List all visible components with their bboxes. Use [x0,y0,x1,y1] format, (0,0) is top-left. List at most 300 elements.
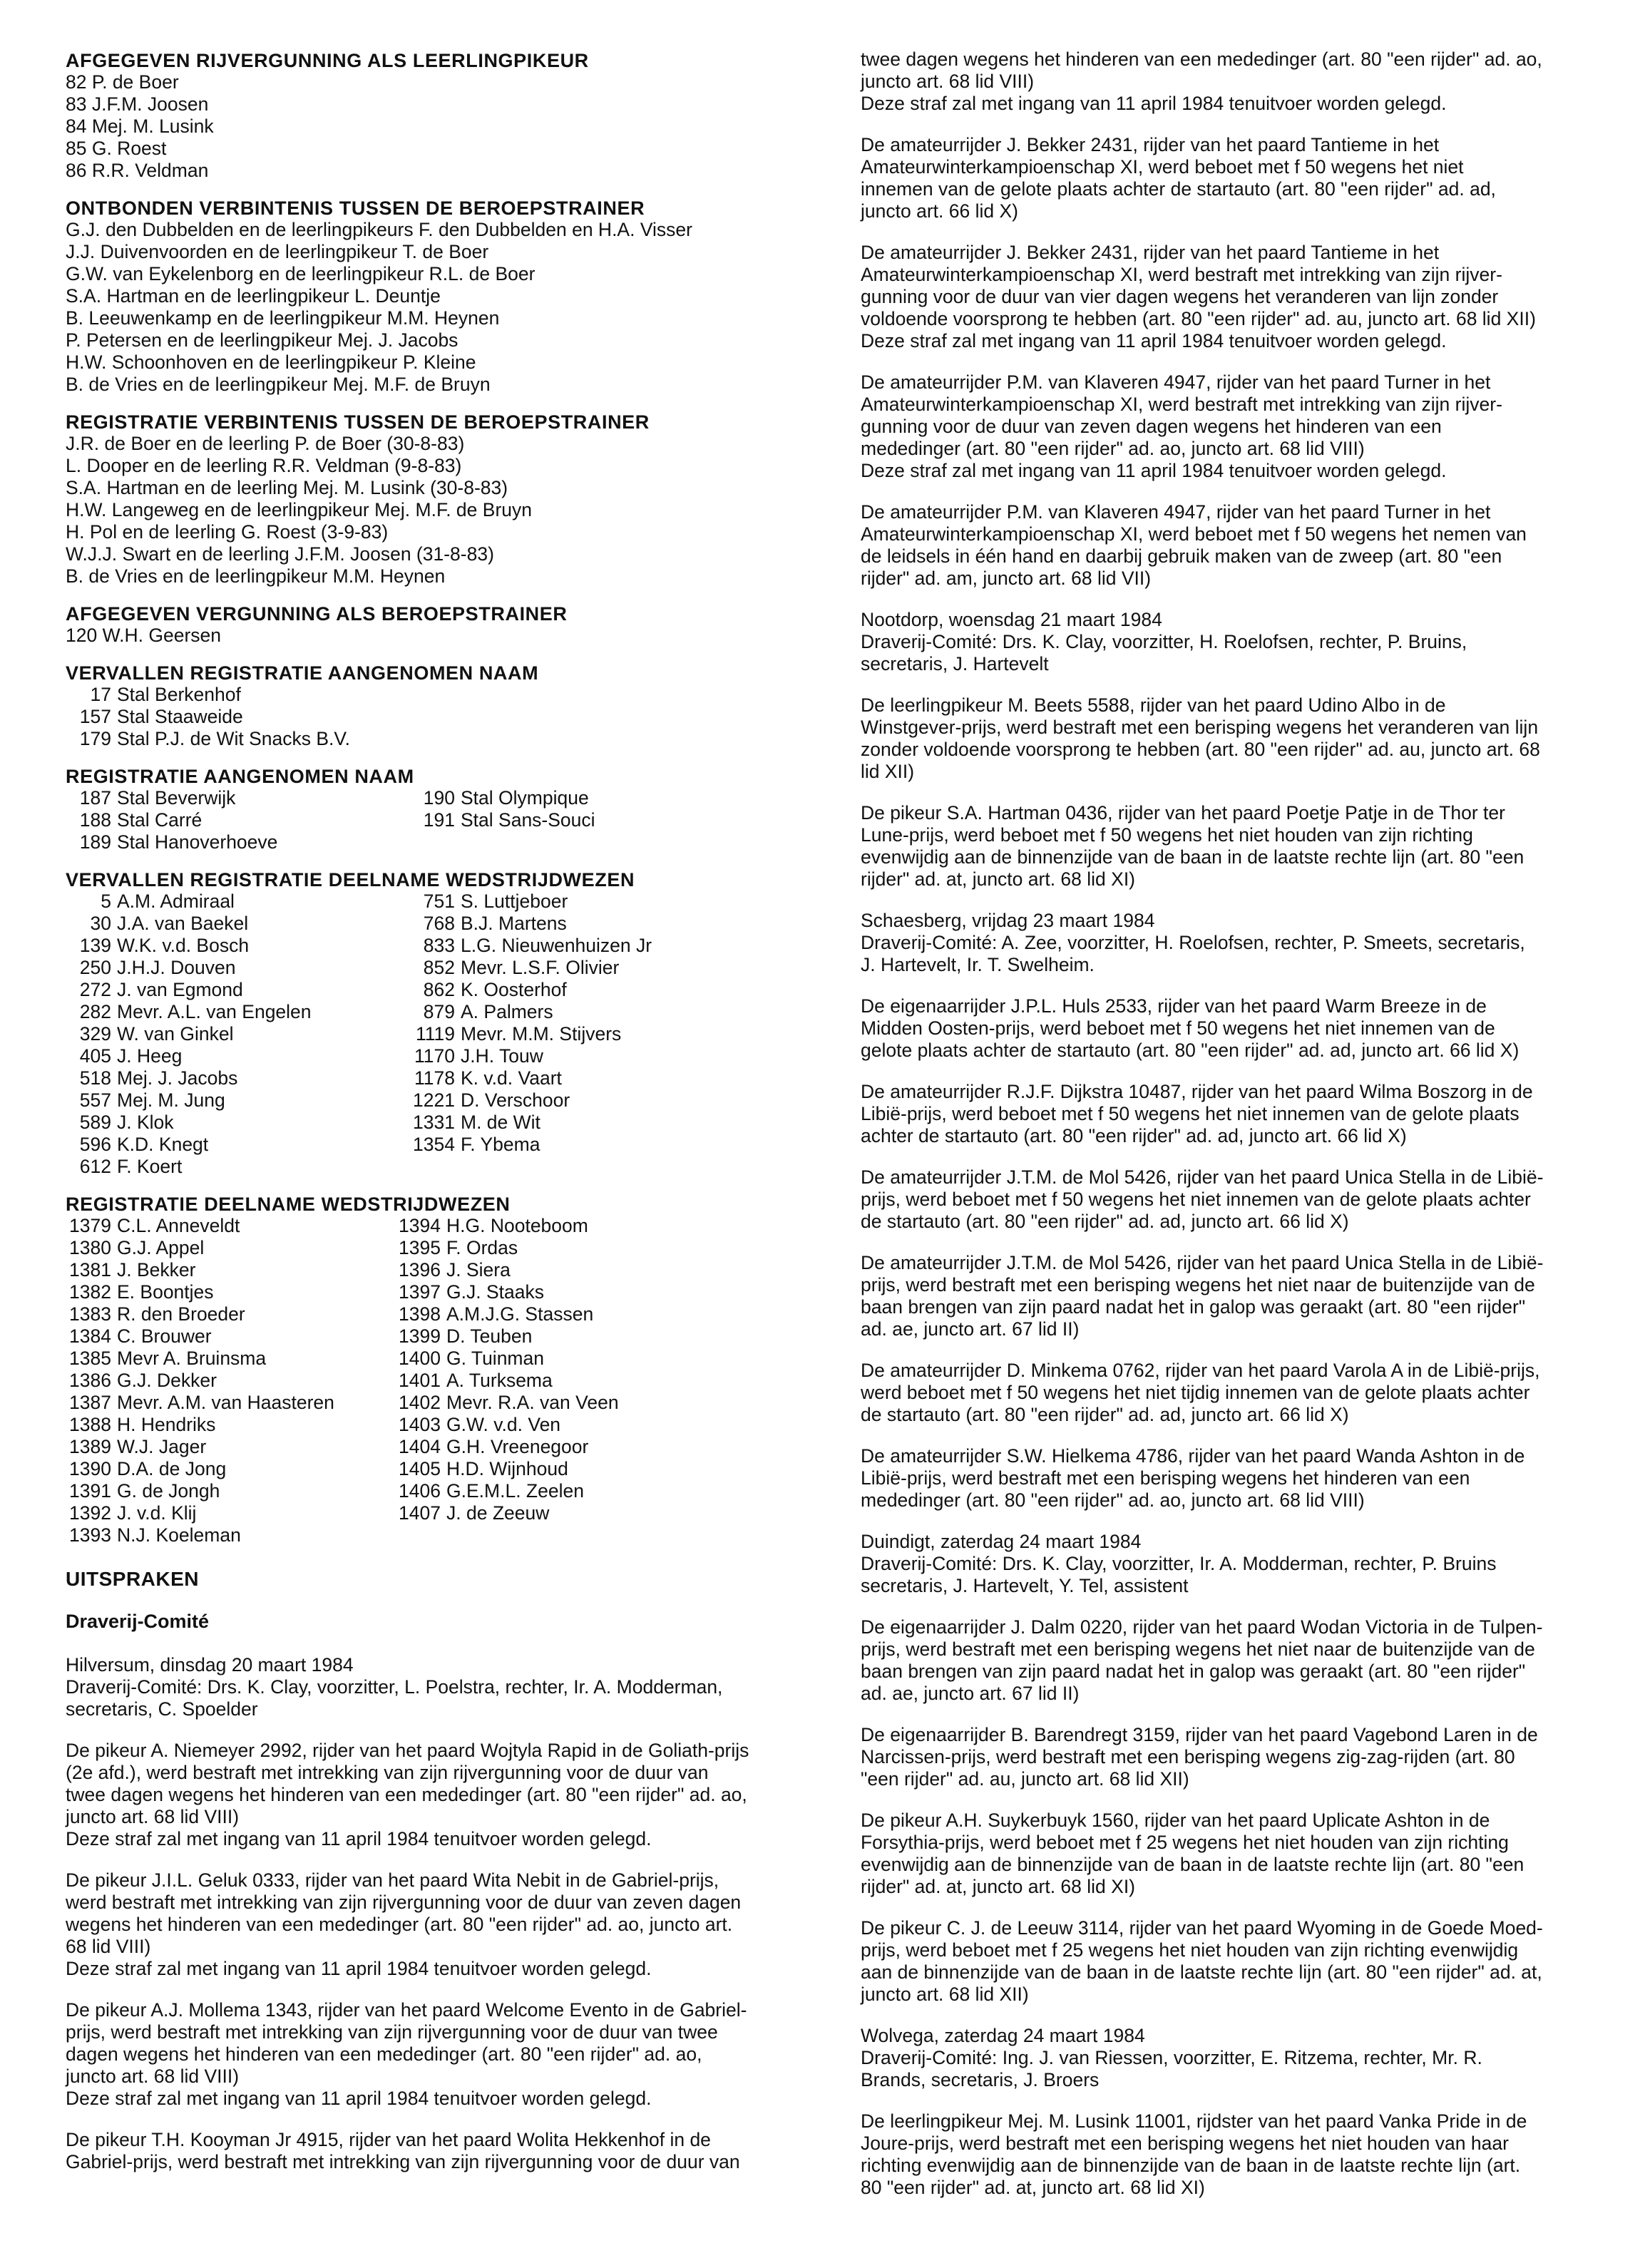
paragraph-line: mededinger (art. 80 "een rijder" ad. ao, juncto art. 68 lid VIII) [861,438,1365,459]
list-item [66,1001,401,1023]
list-item [386,1370,800,1392]
list-item [66,1045,401,1067]
paragraph-line: achter de startauto (art. 80 "een rijder" ad. ad, juncto art. 66 lid X) [861,1125,1407,1146]
paragraph [861,1252,1609,1340]
list-item [401,891,814,913]
item-name: R. den Broeder [117,1303,245,1325]
item-name: C. Brouwer [117,1325,212,1347]
list-right [386,1215,800,1546]
item-name: Mevr. R.A. van Veen [446,1392,619,1413]
list-item [386,1502,800,1524]
paragraph [861,242,1609,352]
list-item [66,1348,386,1370]
paragraph [861,1360,1609,1426]
list-item: 83 J.F.M. Joosen [66,93,209,115]
paragraph-line: baan brengen van zijn paard nadat het in galop was geraakt (art. 80 "een rijder" [861,1661,1526,1682]
item-number: 1398 [399,1303,441,1325]
paragraph-line: juncto art. 68 lid VIII) [66,1806,240,1827]
paragraph-line: Deze straf zal met ingang van 11 april 1984 tenuitvoer worden gelegd. [66,1958,652,1979]
paragraph-line: gunning voor de duur van vier dagen wegens het veranderen van lijn zonder [861,286,1499,307]
item-number: 1385 [69,1348,111,1369]
list-item: L. Dooper en de leerling R.R. Veldman (9-8-83) [66,455,462,476]
section-rijvergunning [66,50,814,182]
item-number: 187 [79,787,111,809]
item-name: L.G. Nieuwenhuizen Jr [461,935,652,956]
paragraph [861,501,1609,590]
section-heading: REGISTRATIE DEELNAME WEDSTRIJDWEZEN [66,1194,511,1215]
item-number: 589 [79,1112,111,1133]
item-name: J. Heeg [117,1045,183,1067]
paragraph-line: de startauto (art. 80 "een rijder" ad. ad, juncto art. 66 lid X) [861,1404,1349,1425]
list-item [66,913,401,935]
item-name: D.A. de Jong [117,1458,227,1479]
item-number: 250 [79,957,111,978]
item-name: G.J. Staaks [446,1281,544,1303]
item-number: 1397 [399,1281,441,1303]
paragraph-line: Winstgever-prijs, werd bestraft met een berisping wegens het veranderen van lijn [861,717,1539,738]
paragraph [861,910,1609,976]
item-name: Stal Sans-Souci [461,809,595,831]
item-number: 1386 [69,1370,111,1391]
uitspraken-heading: UITSPRAKEN [66,1568,200,1590]
paragraph-line: Amateurwinterkampioenschap XI, werd beboet met f 50 wegens het nemen van [861,523,1527,545]
paragraph-line: juncto art. 68 lid VIII) [861,71,1035,92]
paragraph-line: De eigenaarrijder J.P.L. Huls 2533, rijder van het paard Warm Breeze in de [861,995,1487,1017]
paragraph [861,802,1609,891]
paragraph-line: Draverij-Comité: Drs. K. Clay, voorzitter, L. Poelstra, rechter, Ir. A. Modderman, [66,1676,723,1698]
paragraph-line: Forsythia-prijs, werd beboet met f 25 wegens het niet houden van zijn richting [861,1832,1509,1853]
list-item [66,809,401,831]
list-item [66,1325,386,1348]
item-name: J. de Zeeuw [446,1502,550,1524]
item-number: 1119 [415,1023,455,1045]
paragraph-line: prijs, werd beboet met f 50 wegens het niet innemen van de gelote plaats achter [861,1189,1531,1210]
section-registratie-deelname [66,1194,814,1546]
paragraph-line: De amateurrijder J.T.M. de Mol 5426, rijder van het paard Unica Stella in de Libië- [861,1166,1544,1188]
list-item [386,1215,800,1237]
item-number: 190 [423,787,455,809]
item-name: N.J. Koeleman [117,1524,241,1546]
list-item [386,1348,800,1370]
paragraph-line: ad. ae, juncto art. 67 lid II) [861,1318,1080,1340]
item-name: J.H.J. Douven [117,957,236,978]
paragraph-line: Deze straf zal met ingang van 11 april 1984 tenuitvoer worden gelegd. [861,93,1447,114]
item-name: J. v.d. Klij [117,1502,197,1524]
list-item [401,787,814,809]
paragraph [861,371,1609,482]
item-name: Mevr. A.L. van Engelen [117,1001,312,1022]
item-name: A. Palmers [461,1001,553,1022]
paragraph-line: gelote plaats achter de startauto (art. 80 "een rijder" ad. ad, juncto art. 66 lid X) [861,1040,1520,1061]
paragraph-line: De amateurrijder R.J.F. Dijkstra 10487, rijder van het paard Wilma Boszorg in de [861,1081,1533,1102]
item-name: H.G. Nooteboom [446,1215,588,1236]
list-item [386,1392,800,1414]
item-number: 1407 [399,1502,441,1524]
paragraph-line: De pikeur A. Niemeyer 2992, rijder van het paard Wojtyla Rapid in de Goliath-prijs [66,1740,749,1761]
item-name: B.J. Martens [461,913,567,934]
item-number: 1402 [399,1392,441,1413]
paragraph-line: rijder" ad. at, juncto art. 68 lid XI) [861,1876,1136,1897]
paragraph [861,1616,1609,1705]
item-name: W.J. Jager [117,1436,207,1457]
item-number: 1331 [413,1112,455,1133]
paragraph-line: Libië-prijs, werd bestraft met een berisping wegens het hinderen van een [861,1467,1470,1489]
list-item [66,891,401,913]
paragraph-line: 68 lid VIII) [66,1936,151,1957]
list-item [66,787,401,809]
list-item [401,1134,814,1156]
paragraph [861,609,1609,675]
item-name: F. Ybema [461,1134,540,1155]
item-name: Mevr A. Bruinsma [117,1348,267,1369]
paragraph-line: evenwijdig aan de binnenzijde van de baan in de laatste rechte lijn (art. 80 "een [861,1854,1524,1875]
section-heading: REGISTRATIE VERBINTENIS TUSSEN DE BEROEPSTRAINER [66,411,650,433]
section-vervallen-naam [66,662,814,750]
paragraph-line: (2e afd.), werd bestraft met intrekking van zijn rijvergunning voor de duur van [66,1762,709,1783]
list-right [401,891,814,1178]
paragraph-line: prijs, werd bestraft met intrekking van zijn rijvergunning voor de duur van twee [66,2021,718,2043]
paragraph-line: "een rijder" ad. au, juncto art. 68 lid XII) [861,1768,1189,1790]
item-number: 17 [90,684,111,705]
paragraph-line: zonder voldoende voorsprong te hebben (art. 80 "een rijder" ad. au, juncto art. 68 [861,739,1540,760]
list-item: H.W. Schoonhoven en de leerlingpikeur P. Kleine [66,352,476,373]
paragraph-line: mededinger (art. 80 "een rijder" ad. ao, juncto art. 68 lid VIII) [861,1489,1365,1511]
item-number: 518 [79,1067,111,1089]
item-name: J. Bekker [117,1259,196,1281]
paragraph-line: Lune-prijs, werd beboet met f 50 wegens het niet houden van zijn richting [861,824,1473,846]
list-item [66,706,814,728]
list-item [401,1001,814,1023]
paragraph-line: De amateurrijder D. Minkema 0762, rijder van het paard Varola A in de Libië-prijs, [861,1360,1540,1381]
item-number: 1383 [69,1303,111,1325]
paragraph-line: Draverij-Comité: Drs. K. Clay, voorzitter, H. Roelofsen, rechter, P. Bruins, [861,631,1467,652]
paragraph-line: Deze straf zal met ingang van 11 april 1984 tenuitvoer worden gelegd. [66,1828,652,1849]
item-name: K. v.d. Vaart [461,1067,562,1089]
item-name: Mej. M. Jung [117,1089,225,1111]
item-number: 329 [79,1023,111,1045]
item-name: Stal P.J. de Wit Snacks B.V. [117,728,350,749]
paragraph [861,134,1609,222]
paragraph-line: werd beboet met f 50 wegens het niet tijdig innemen van de gelote plaats achter [861,1382,1530,1403]
item-name: Mevr. A.M. van Haasteren [117,1392,334,1413]
item-name: A.M. Admiraal [117,891,235,912]
paragraph-line: De amateurrijder J. Bekker 2431, rijder van het paard Tantieme in het [861,134,1440,155]
list-item: G.J. den Dubbelden en de leerlingpikeurs F. den Dubbelden en H.A. Visser [66,219,692,240]
left-column [66,50,814,2192]
item-name: Mevr. L.S.F. Olivier [461,957,620,978]
list-item [401,1045,814,1067]
item-number: 833 [423,935,455,956]
paragraph-line: gunning voor de duur van zeven dagen wegens het hinderen van een [861,416,1442,437]
paragraph-line: secretaris, J. Hartevelt, Y. Tel, assistent [861,1575,1189,1596]
simple-list [66,219,814,396]
paragraph-line: Joure-prijs, werd bestraft met een berisping wegens het niet houden van haar [861,2133,1509,2154]
paragraph-line: Amateurwinterkampioenschap XI, werd beboet met f 50 wegens het niet [861,156,1464,178]
paragraph-line: De pikeur J.I.L. Geluk 0333, rijder van het paard Wita Nebit in de Gabriel-prijs, [66,1869,719,1891]
item-number: 405 [79,1045,111,1067]
paragraph-line: Deze straf zal met ingang van 11 april 1984 tenuitvoer worden gelegd. [861,330,1447,352]
list-item [66,935,401,957]
item-number: 191 [423,809,455,831]
list-item [401,935,814,957]
item-number: 557 [79,1089,111,1111]
item-name: J.H. Touw [461,1045,543,1067]
section-heading: AFGEGEVEN VERGUNNING ALS BEROEPSTRAINER [66,603,568,625]
list-left [66,891,401,1178]
paragraph [66,1740,814,1850]
list-item [401,957,814,979]
item-name: Mevr. M.M. Stijvers [461,1023,622,1045]
paragraph-line: rijder" ad. at, juncto art. 68 lid XI) [861,868,1136,890]
list-item: S.A. Hartman en de leerling Mej. M. Lusink (30-8-83) [66,477,508,498]
list-item [386,1414,800,1436]
paragraph-line: De amateurrijder J.T.M. de Mol 5426, rijder van het paard Unica Stella in de Libië- [861,1252,1544,1273]
item-number: 1403 [399,1414,441,1435]
item-name: A. Turksema [446,1370,553,1391]
item-number: 1392 [69,1502,111,1524]
list-item: W.J.J. Swart en de leerling J.F.M. Joosen (31-8-83) [66,543,494,565]
item-number: 1396 [399,1259,441,1281]
item-number: 1388 [69,1414,111,1435]
list-item: B. de Vries en de leerlingpikeur M.M. Heynen [66,565,446,587]
item-number: 1393 [69,1524,111,1546]
list-item: G.W. van Eykelenborg en de leerlingpikeur R.L. de Boer [66,263,535,284]
list-item [66,1112,401,1134]
two-column-list [66,787,814,853]
item-name: G. de Jongh [117,1480,220,1502]
paragraph-line: De amateurrijder S.W. Hielkema 4786, rijder van het paard Wanda Ashton in de [861,1445,1525,1467]
list-item: P. Petersen en de leerlingpikeur Mej. J. Jacobs [66,329,458,351]
paragraph-line: J. Hartevelt, Ir. T. Swelheim. [861,954,1095,975]
section-heading: VERVALLEN REGISTRATIE AANGENOMEN NAAM [66,662,539,684]
paragraph [861,48,1609,115]
simple-list [66,625,814,647]
paragraph [861,1445,1609,1512]
paragraph [861,995,1609,1062]
paragraph-line: evenwijdig aan de binnenzijde van de baan in de laatste rechte lijn (art. 80 "een [861,846,1524,868]
paragraph-line: prijs, werd beboet met f 25 wegens het niet houden van zijn richting evenwijdig [861,1939,1519,1961]
item-number: 596 [79,1134,111,1155]
list-item [386,1303,800,1325]
item-name: Stal Staaweide [117,706,243,727]
paragraph-line: baan brengen van zijn paard nadat het in galop was geraakt (art. 80 "een rijder" [861,1296,1526,1318]
paragraph [66,1654,814,1720]
item-number: 30 [90,913,111,934]
section-registratie-verbintenis [66,411,814,587]
paragraph-line: de startauto (art. 80 "een rijder" ad. ad, juncto art. 66 lid X) [861,1211,1349,1232]
paragraph-line: Libië-prijs, werd beboet met f 50 wegens het niet innemen van de gelote plaats [861,1103,1520,1124]
list-item: H. Pol en de leerling G. Roest (3-9-83) [66,521,389,543]
right-paragraphs [861,48,1609,2199]
paragraph-line: juncto art. 66 lid X) [861,200,1018,222]
paragraph [861,1081,1609,1147]
paragraph [861,2025,1609,2091]
list-item [401,1112,814,1134]
paragraph-line: Narcissen-prijs, werd bestraft met een berisping wegens zig-zag-rijden (art. 80 [861,1746,1515,1767]
item-number: 5 [101,891,111,912]
section-registratie-naam [66,766,814,853]
item-number: 282 [79,1001,111,1022]
item-number: 157 [79,706,111,727]
item-number: 272 [79,979,111,1000]
list-item: H.W. Langeweg en de leerlingpikeur Mej. M.F. de Bruyn [66,499,532,520]
paragraph-line: De pikeur T.H. Kooyman Jr 4915, rijder van het paard Wolita Hekkenhof in de [66,2129,711,2150]
section-heading: AFGEGEVEN RIJVERGUNNING ALS LEERLINGPIKEUR [66,50,589,71]
list-item [66,1134,401,1156]
item-number: 1384 [69,1325,111,1347]
comite-heading: Draverij-Comité [66,1611,210,1632]
item-number: 852 [423,957,455,978]
list-item [66,1502,386,1524]
item-name: Mej. J. Jacobs [117,1067,238,1089]
paragraph [861,694,1609,783]
paragraph-line: rijder" ad. am, juncto art. 68 lid VII) [861,568,1152,589]
numbered-list [66,684,814,750]
list-item [66,1281,386,1303]
paragraph-line: aan de binnenzijde van de baan in de laatste rechte lijn (art. 80 "een rijder" ad. at, [861,1961,1542,1983]
section-heading: VERVALLEN REGISTRATIE DEELNAME WEDSTRIJDWEZEN [66,869,635,891]
paragraph-line: werd bestraft met intrekking van zijn rijvergunning voor de duur van zeven dagen [66,1892,742,1913]
section-heading: REGISTRATIE AANGENOMEN NAAM [66,766,414,787]
right-column [861,50,1609,2218]
item-name: Stal Berkenhof [117,684,241,705]
paragraph-line: 80 "een rijder" ad. at, juncto art. 68 lid XI) [861,2177,1205,2198]
paragraph-line: De leerlingpikeur Mej. M. Lusink 11001, rijdster van het paard Vanka Pride in de [861,2110,1527,2132]
list-item [66,1458,386,1480]
list-item [66,1215,386,1237]
paragraph-line: Schaesberg, vrijdag 23 maart 1984 [861,910,1155,931]
paragraph-line: De pikeur S.A. Hartman 0436, rijder van het paard Poetje Patje in de Thor ter [861,802,1505,823]
list-item: S.A. Hartman en de leerlingpikeur L. Deuntje [66,285,441,307]
paragraph-line: juncto art. 68 lid VIII) [66,2066,240,2087]
paragraph-line: De eigenaarrijder B. Barendregt 3159, rijder van het paard Vagebond Laren in de [861,1724,1538,1745]
paragraph-line: secretaris, C. Spoelder [66,1698,258,1720]
list-item [66,1370,386,1392]
item-name: E. Boontjes [117,1281,214,1303]
simple-list [66,71,814,182]
list-left [66,787,401,853]
item-name: J. Siera [446,1259,511,1281]
paragraph-line: Hilversum, dinsdag 20 maart 1984 [66,1654,354,1676]
list-item [66,1392,386,1414]
paragraph [66,2129,814,2173]
item-name: W.K. v.d. Bosch [117,935,250,956]
item-number: 751 [423,891,455,912]
paragraph-line: Deze straf zal met ingang van 11 april 1984 tenuitvoer worden gelegd. [66,2088,652,2109]
paragraph-line: De amateurrijder J. Bekker 2431, rijder van het paard Tantieme in het [861,242,1440,263]
paragraph [66,1999,814,2110]
item-number: 1391 [69,1480,111,1502]
item-name: K.D. Knegt [117,1134,209,1155]
item-name: W. van Ginkel [117,1023,234,1045]
item-number: 1170 [414,1045,455,1067]
list-item [386,1281,800,1303]
item-number: 188 [79,809,111,831]
paragraph [861,1531,1609,1597]
paragraph-line: Duindigt, zaterdag 24 maart 1984 [861,1531,1142,1552]
paragraph-line: De leerlingpikeur M. Beets 5588, rijder van het paard Udino Albo in de [861,694,1446,716]
list-item [66,1023,401,1045]
item-number: 1387 [69,1392,111,1413]
item-number: 1394 [399,1215,441,1236]
list-item [386,1436,800,1458]
item-number: 879 [423,1001,455,1022]
paragraph-line: Draverij-Comité: A. Zee, voorzitter, H. Roelofsen, rechter, P. Smeets, secretaris, [861,932,1525,953]
item-name: S. Luttjeboer [461,891,568,912]
paragraph-line: wegens het hinderen van een mededinger (art. 80 "een rijder" ad. ao, juncto art. [66,1914,733,1935]
list-item: 84 Mej. M. Lusink [66,116,214,137]
item-number: 1379 [69,1215,111,1236]
item-number: 179 [79,728,111,749]
list-item [66,1089,401,1112]
list-item [66,1436,386,1458]
paragraph-line: voldoende voorsprong te hebben (art. 80 "een rijder" ad. au, juncto art. 68 lid XII) [861,308,1536,329]
item-name: H. Hendriks [117,1414,216,1435]
list-item: 82 P. de Boer [66,71,179,93]
list-item [66,1259,386,1281]
paragraph-line: Amateurwinterkampioenschap XI, werd bestraft met intrekking van zijn rijver- [861,394,1502,415]
paragraph-line: Nootdorp, woensdag 21 maart 1984 [861,609,1162,630]
paragraph-line: De pikeur A.H. Suykerbuyk 1560, rijder van het paard Uplicate Ashton in de [861,1810,1490,1831]
item-name: Stal Beverwijk [117,787,236,809]
item-number: 139 [79,935,111,956]
item-name: H.D. Wijnhoud [446,1458,568,1479]
paragraph [66,1869,814,1980]
paragraph-line: juncto art. 68 lid XII) [861,1984,1029,2005]
list-item [401,809,814,831]
paragraph-line: lid XII) [861,761,915,782]
list-item [386,1325,800,1348]
item-name: F. Koert [117,1156,183,1177]
list-item [66,1237,386,1259]
list-left [66,1215,386,1546]
item-number: 1395 [399,1237,441,1258]
item-number: 768 [423,913,455,934]
item-number: 189 [79,831,111,853]
paragraph-line: twee dagen wegens het hinderen van een mededinger (art. 80 "een rijder" ad. ao, [66,1784,747,1805]
item-name: J. Klok [117,1112,174,1133]
item-number: 612 [79,1156,111,1177]
item-name: G.W. v.d. Ven [446,1414,561,1435]
item-number: 1390 [69,1458,111,1479]
item-name: G.J. Dekker [117,1370,217,1391]
paragraph [861,2110,1609,2199]
list-item [66,1480,386,1502]
section-beroepstrainer [66,603,814,647]
list-item [386,1259,800,1281]
paragraph-line: Amateurwinterkampioenschap XI, werd bestraft met intrekking van zijn rijver- [861,264,1502,285]
item-number: 1381 [69,1259,111,1281]
list-right [401,787,814,853]
paragraph-line: twee dagen wegens het hinderen van een mededinger (art. 80 "een rijder" ad. ao, [861,48,1542,70]
list-item [66,1414,386,1436]
paragraph-line: De amateurrijder P.M. van Klaveren 4947, rijder van het paard Turner in het [861,501,1491,523]
item-number: 1221 [413,1089,455,1111]
paragraph-line: De eigenaarrijder J. Dalm 0220, rijder van het paard Wodan Victoria in de Tulpen- [861,1616,1543,1638]
list-item: 120 W.H. Geersen [66,625,221,646]
list-item: J.J. Duivenvoorden en de leerlingpikeur T. de Boer [66,241,489,262]
item-name: G. Tuinman [446,1348,544,1369]
two-column-list [66,891,814,1178]
list-item [66,684,814,706]
paragraph-line: secretaris, J. Hartevelt [861,653,1049,674]
paragraph-line: Deze straf zal met ingang van 11 april 1984 tenuitvoer worden gelegd. [861,460,1447,481]
paragraph-line: Midden Oosten-prijs, werd beboet met f 50 wegens het niet innemen van de [861,1017,1495,1039]
item-number: 1382 [69,1281,111,1303]
item-name: Stal Olympique [461,787,589,809]
item-number: 1400 [399,1348,441,1369]
list-item [66,831,401,853]
